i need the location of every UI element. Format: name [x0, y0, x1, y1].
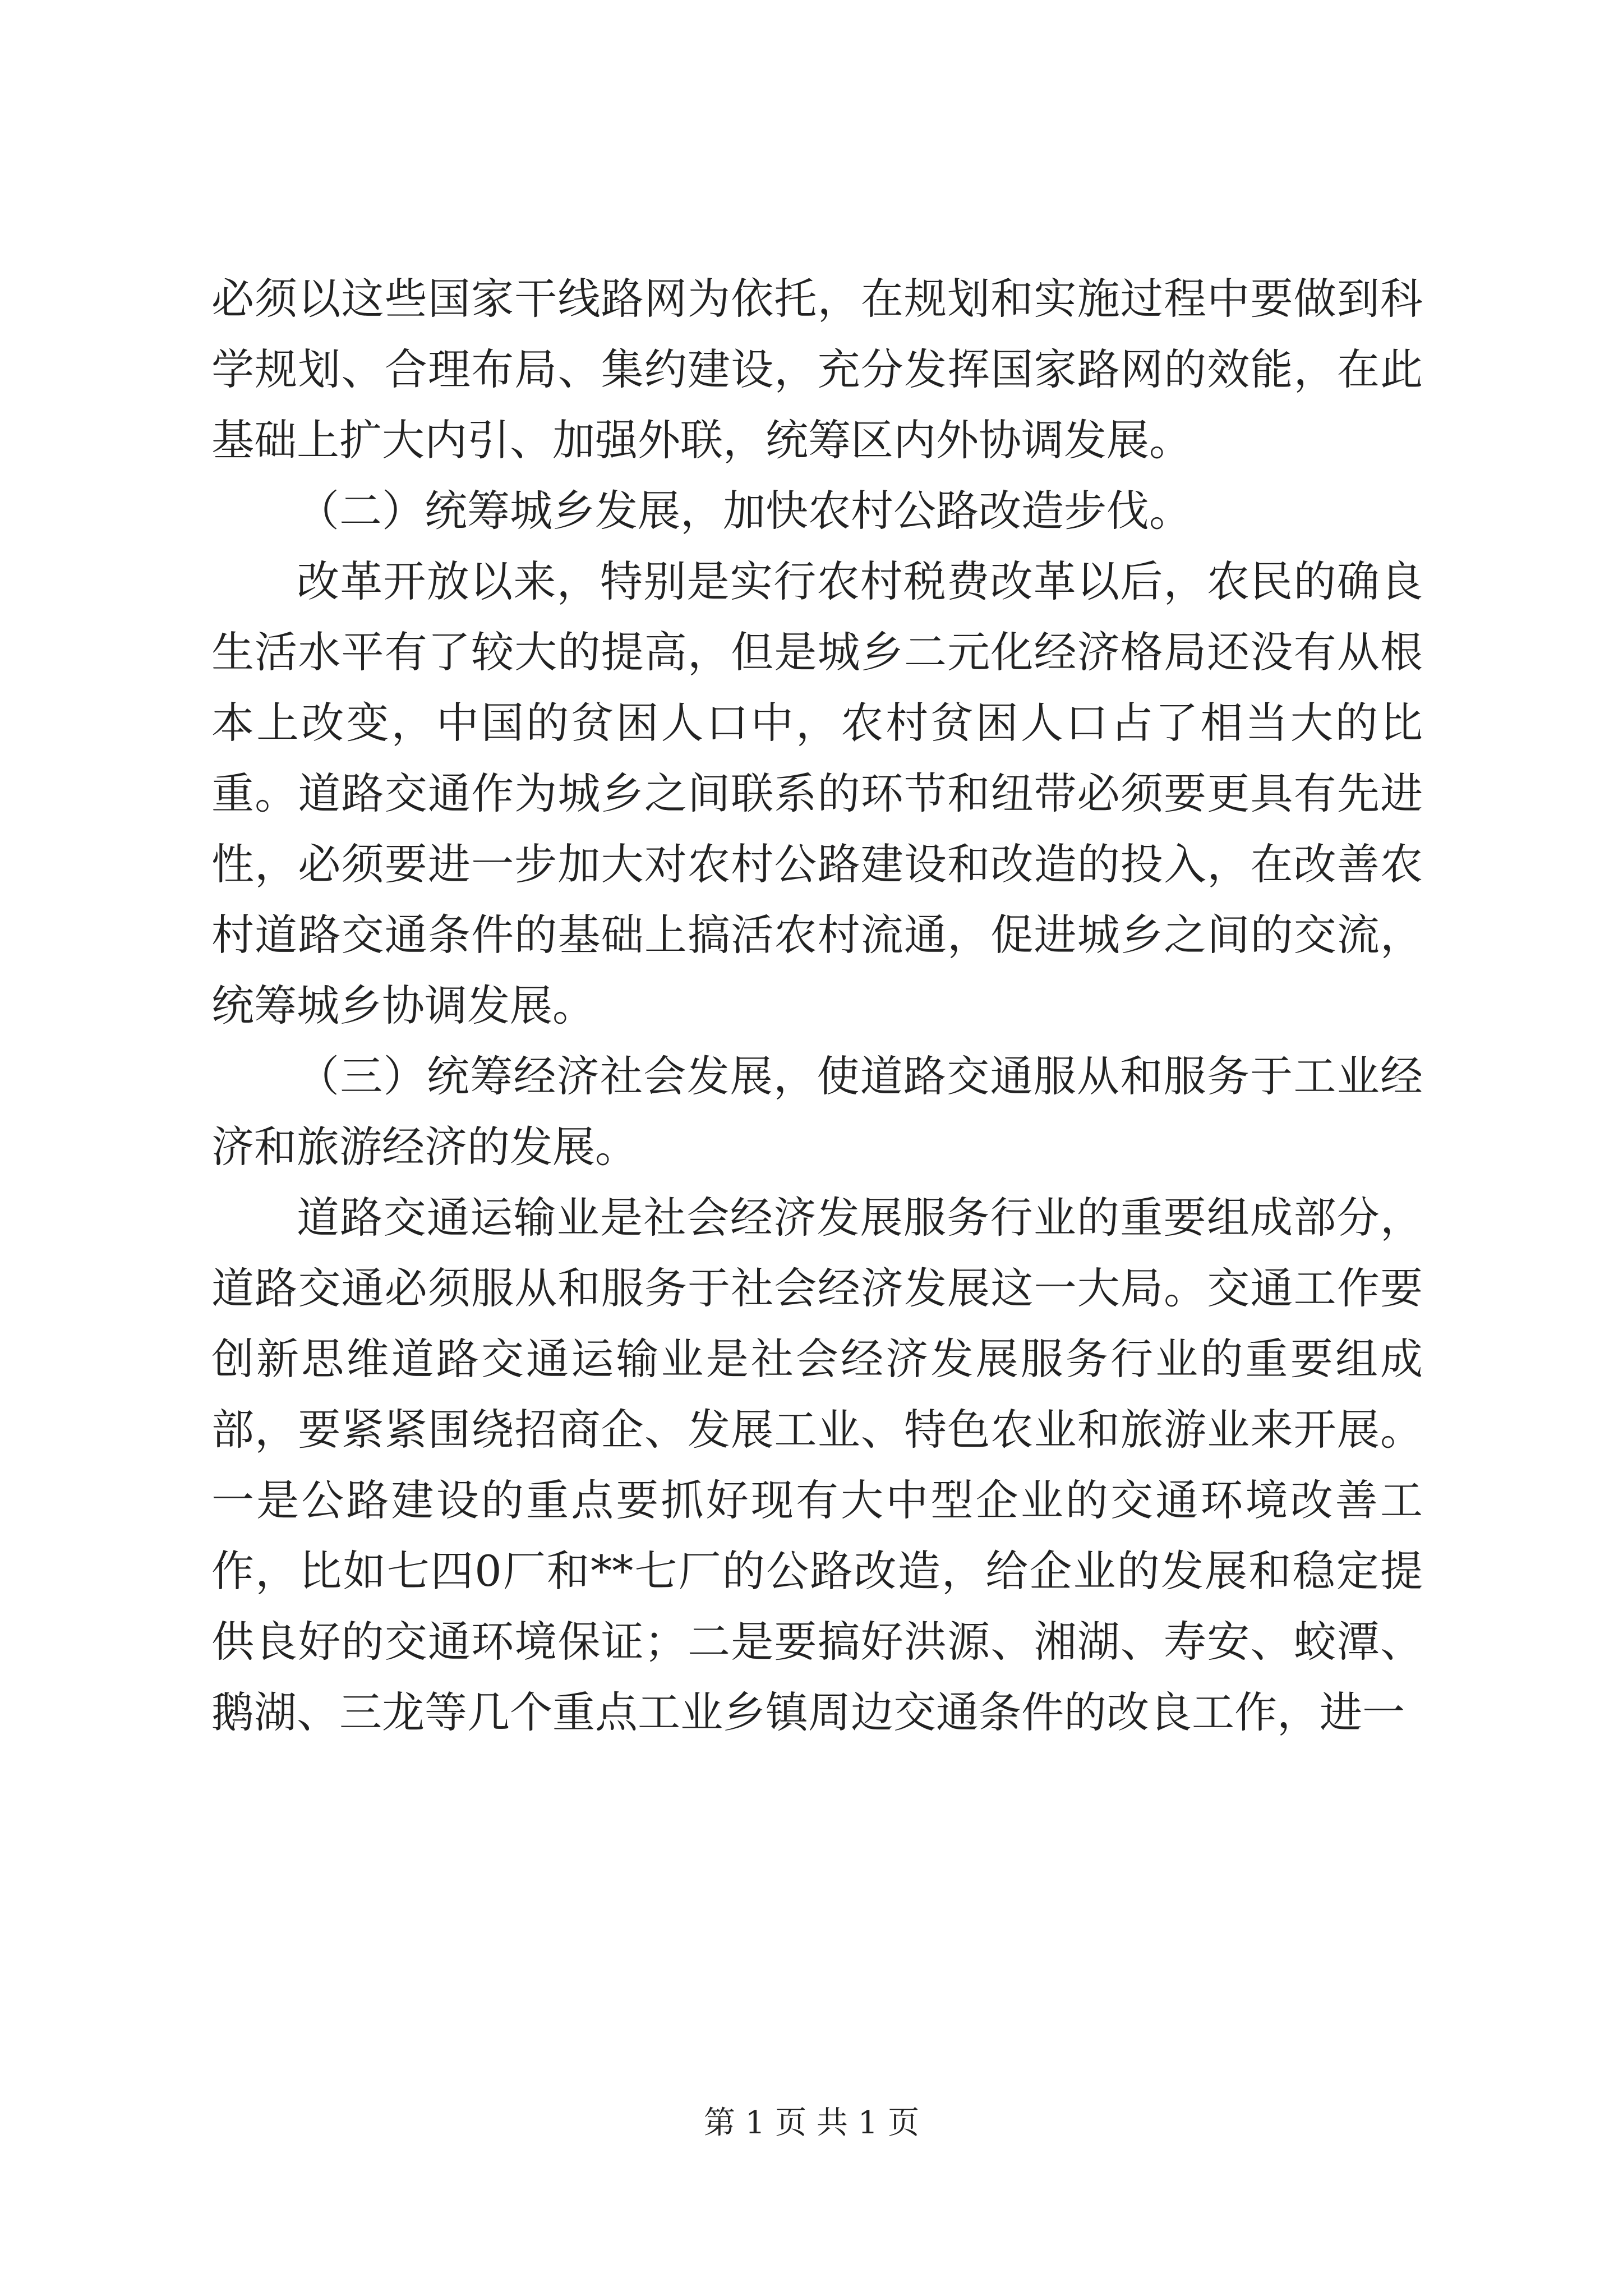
paragraph-economic-development: 道路交通运输业是社会经济发展服务行业的重要组成部分，道路交通必须服从和服务于社会经济发展这一大局。交通工作要创新思维道路交通运输业是社会经济发展服务行业的重要组成部，要紧紧围绕招商企、发展工业、特色农业和旅游业来开展。一是公路建设的重点要抓好现有大中型企业的交通环境改善工作，比如七四0厂和**七厂的公路改造，给企业的发展和稳定提供良好的交通环境保证；二是要搞好洪源、湘湖、寿安、蛟潭、鹅湖、三龙等几个重点工业乡镇周边交通条件的改良工作，进一 [211, 1193, 1423, 1737]
document-body [211, 264, 1423, 1748]
page-number-footer: 第 1 页 共 1 页 [703, 2105, 920, 2141]
section-heading-two: （二）统筹城乡发展，加快农村公路改造步伐。 [297, 486, 1192, 536]
paragraph-continuation: 必须以这些国家干线路网为依托，在规划和实施过程中要做到科学规划、合理布局、集约建设，充分发挥国家路网的效能，在此基础上扩大内引、加强外联，统筹区内外协调发展。 [211, 274, 1423, 465]
paragraph-rural-roads: 改革开放以来，特别是实行农村税费改革以后，农民的确良生活水平有了较大的提高，但是城乡二元化经济格局还没有从根本上改变，中国的贫困人口中，农村贫困人口占了相当大的比重。道路交通作为城乡之间联系的环节和纽带必须要更具有先进性，必须要进一步加大对农村公路建设和改造的投入，在改善农村道路交通条件的基础上搞活农村流通，促进城乡之间的交流，统筹城乡协调发展。 [211, 556, 1423, 1030]
section-heading-three: （三）统筹经济社会发展，使道路交通服从和服务于工业经济和旅游经济的发展。 [211, 1051, 1423, 1172]
